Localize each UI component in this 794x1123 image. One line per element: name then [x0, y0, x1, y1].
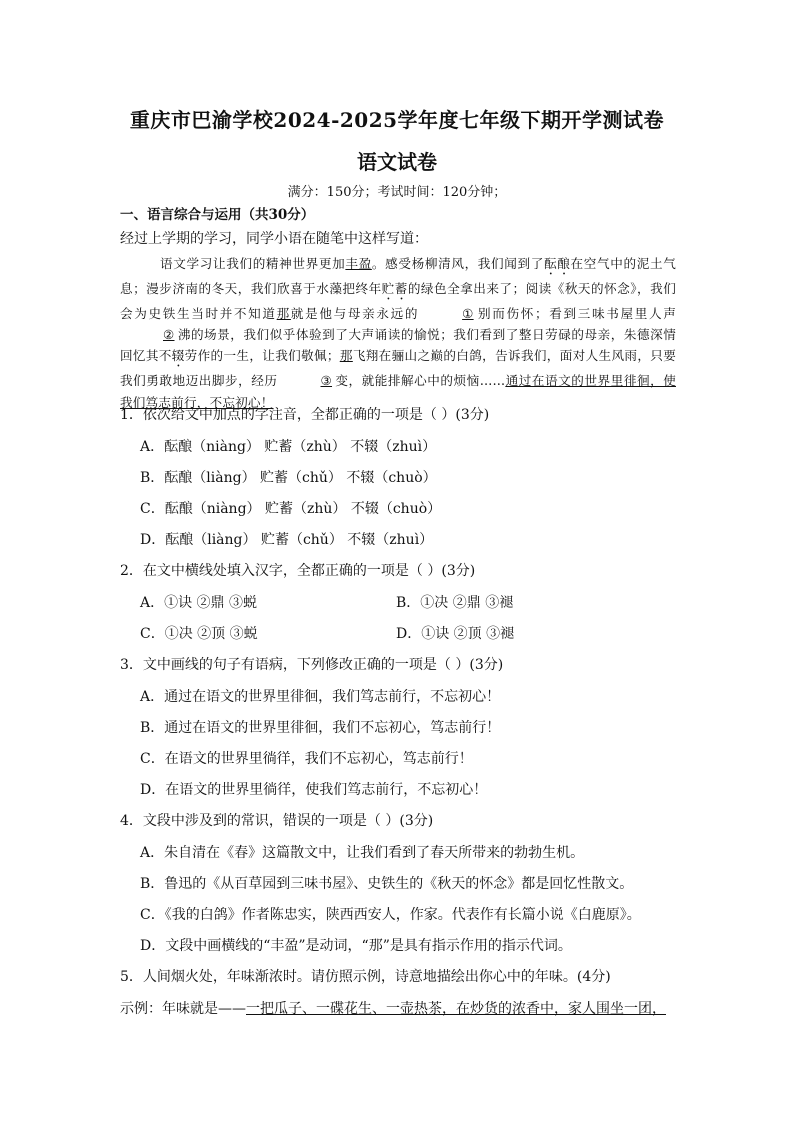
question-1-option-c[interactable]: C．酝酿（niàng） 贮蓄（zhù） 不辍（chuò）: [140, 501, 442, 517]
passage-underlined-word: 丰盈: [345, 256, 372, 271]
passage-underlined-word: 那: [276, 306, 291, 321]
passage-text: 的绿色全拿出来了；阅读《秋天的怀念》，我们会为史铁生当时并不知道: [120, 281, 677, 321]
exam-title: 重庆市巴渝学校2024-2025学年度七年级下期开学测试卷: [129, 108, 665, 132]
passage-text: 别而伤怀；看到三味书屋里人声: [476, 306, 676, 321]
question-5-stem: 5．人间烟火处，年味渐浓时。请仿照示例，诗意地描绘出你心中的年味。(4分): [120, 969, 611, 985]
passage-text: 就是他与母亲永远的: [290, 306, 420, 321]
question-2-option-c[interactable]: C．①决 ②顶 ③蜕: [140, 626, 258, 642]
question-3-option-d[interactable]: D．在语文的世界里徜徉，使我们笃志前行，不忘初心！: [140, 782, 488, 798]
passage-dotted-word: 辍: [171, 348, 185, 364]
section-heading: 一、语言综合与运用（共30分）: [120, 207, 315, 223]
passage-underlined-sentence: 通过在语文的世界里徘徊，使我们笃志前行，不忘初心！: [120, 373, 676, 410]
question-2-option-a[interactable]: A．①诀 ②鼎 ③蜕: [140, 595, 258, 611]
example-line: [120, 998, 666, 1018]
question-3-option-b[interactable]: B．通过在语文的世界里徘徊，我们不忘初心，笃志前行！: [140, 720, 501, 736]
blank-3: ③: [320, 373, 333, 389]
question-3-stem: 3．文中画线的句子有语病，下列修改正确的一项是（ ）(3分): [120, 657, 504, 673]
passage-text: 沸的场景，我们似乎体验到了大声诵读的愉悦；我们看到了整日劳碌的母亲，朱德深情回忆其不: [120, 327, 676, 364]
passage-text: 劳作的一生，让我们敬佩；: [184, 348, 340, 364]
question-2-option-b[interactable]: B．①决 ②鼎 ③褪: [396, 595, 514, 611]
question-4-option-c[interactable]: C．《我的白鸽》作者陈忠实，陕西西安人，作家。代表作有长篇小说《白鹿原》。: [140, 907, 641, 923]
example-label: 示例：年味就是——: [120, 1001, 246, 1017]
passage-text: 。感受杨柳清风，我们闻到了: [371, 256, 545, 271]
question-3-option-a[interactable]: A．通过在语文的世界里徘徊，我们笃志前行，不忘初心！: [140, 689, 501, 705]
passage-dotted-word: 酝酿: [544, 256, 571, 271]
passage-text: 语文学习让我们的精神世界更加: [160, 256, 346, 271]
question-1-option-b[interactable]: B．酝酿（liàng） 贮蓄（chǔ） 不辍（chuò）: [140, 470, 437, 486]
exam-subtitle: 语文试卷: [357, 150, 437, 174]
question-3-option-c[interactable]: C．在语文的世界里徜徉，我们不忘初心，笃志前行！: [140, 751, 473, 767]
question-4-stem: 4．文段中涉及到的常识，错误的一项是（ ）(3分): [120, 813, 434, 829]
question-2-stem: 2．在文中横线处填入汉字，全都正确的一项是（ ）(3分): [120, 563, 476, 579]
passage-text: 变，就能排解心中的烦恼……: [335, 373, 506, 389]
exam-meta: 满分：150分；考试时间：120分钟；: [287, 185, 507, 200]
section-intro: 经过上学期的学习，同学小语在随笔中这样写道：: [120, 231, 428, 247]
question-2-option-d[interactable]: D．①诀 ②顶 ③褪: [396, 626, 515, 642]
passage-text: 飞翔在骊山之巅的白鸽，告诉我们，面对人生风雨，只要我们勇敢地迈出脚步，经历: [120, 348, 676, 389]
question-4-option-d[interactable]: D．文段中画横线的“丰盈”是动词，“那”是具有指示作用的指示代词。: [140, 938, 572, 954]
question-4-option-a[interactable]: A．朱自清在《春》这篇散文中，让我们看到了春天所带来的勃勃生机。: [140, 845, 585, 861]
question-1-option-d[interactable]: D．酝酿（liàng） 贮蓄（chǔ） 不辍（zhuì）: [140, 532, 434, 548]
reading-passage: [120, 253, 676, 413]
question-1-stem: 1．依次给文中加点的字注音，全都正确的一项是（ ）(3分): [120, 407, 490, 423]
example-text: 一把瓜子、一碟花生、一壶热茶，在炒货的浓香中，家人围坐一团，: [246, 1001, 666, 1017]
question-1-option-a[interactable]: A．酝酿（niàng） 贮蓄（zhù） 不辍（zhuì）: [140, 439, 437, 455]
passage-underlined-word: 那: [339, 348, 353, 364]
blank-2: ②: [163, 327, 175, 343]
question-4-option-b[interactable]: B．鲁迅的《从百草园到三味书屋》、史铁生的《秋天的怀念》都是回忆性散文。: [140, 876, 634, 892]
passage-text: 在空气中的泥土气息；漫步济南的冬天，我们欣喜于水藻把终年: [120, 256, 676, 296]
passage-dotted-word: 贮蓄: [381, 281, 408, 296]
blank-1: ①: [462, 306, 474, 321]
